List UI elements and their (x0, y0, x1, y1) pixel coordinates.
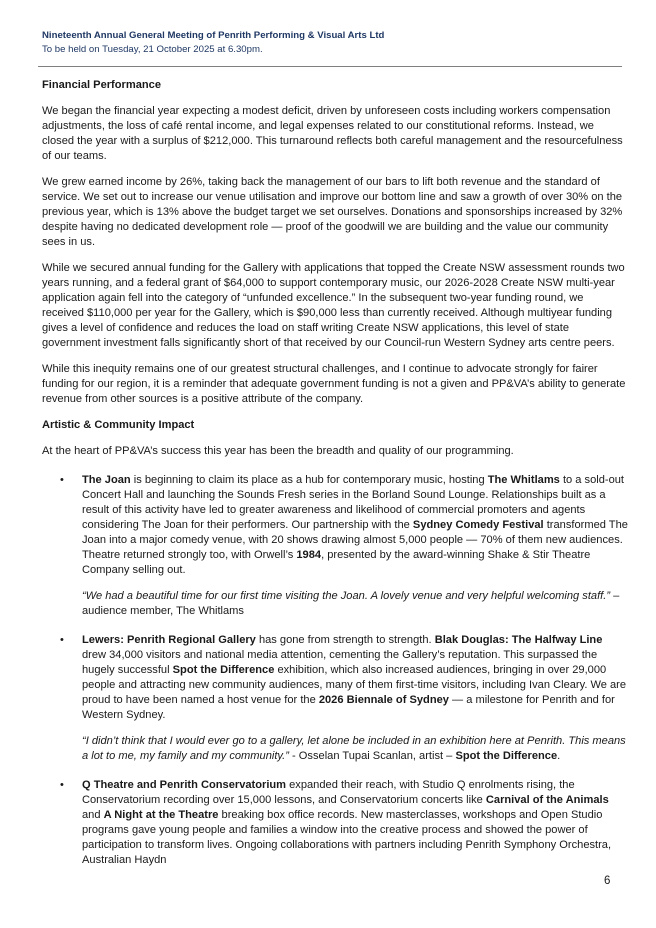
bullet-icon: • (60, 634, 64, 646)
paragraph: At the heart of PP&VA’s success this year has been the breadth and quality of our programming. (42, 445, 514, 457)
program-list (42, 473, 628, 868)
meeting-title: Nineteenth Annual General Meeting of Penrith Performing & Visual Arts Ltd (42, 30, 385, 41)
page-body (42, 78, 628, 868)
page-number: 6 (604, 875, 611, 887)
list-item (42, 633, 628, 778)
paragraph: While this inequity remains one of our greatest structural challenges, and I continue to advocate strongly for fairer funding for our region, it is a reminder that adequate government funding is not a given and PP&VA’s ability to generate revenue from other sources is a positive attribute of the company. (42, 363, 626, 405)
header-divider (38, 66, 622, 67)
list-item-text: The Joan is beginning to claim its place as a hub for contemporary music, hosting The Whitlams to a sold-out Concert Hall and launching the Sounds Fresh series in the Borland Sound Lounge. Relationships built as a result of this activity have led to greater awareness and likelihood of commercial promoters and agents considering The Joan for their performers. Our partnership with the Sydney Comedy Festival transformed The Joan into a major comedy venue, with 20 shows drawing almost 5,000 people — 70% of them new audiences. Theatre returned strongly too, with Orwell’s 1984, presented by the award-winning Shake & Stir Theatre Company selling out. (82, 474, 628, 576)
bullet-icon: • (60, 474, 64, 486)
list-item-text: Lewers: Penrith Regional Gallery has gone from strength to strength. Blak Douglas: The Halfway Line drew 34,000 visitors and national media attention, cementing the Gallery’s reputation. This surpassed the hugely successful Spot the Difference exhibition, which also increased audiences, bringing in over 29,000 people and attracting new community audiences, many of them first-time visitors, including Ivan Cleary. We are proud to have been named a host venue for the 2026 Biennale of Sydney — a milestone for Penrith and for Western Sydney. (82, 634, 627, 721)
list-item-text: Q Theatre and Penrith Conservatorium expanded their reach, with Studio Q enrolments rising, the Conservatorium recording over 15,000 lessons, and Conservatorium concerts like Carnival of the Animals and A Night at the Theatre breaking box office records. New masterclasses, workshops and Open Studio programs gave young people and families a window into the creative process and showed the power of participation to transform lives. Ongoing collaborations with partners including Penrith Symphony Orchestra, Australian Haydn (82, 779, 612, 866)
paragraph: We grew earned income by 26%, taking back the management of our bars to lift both revenue and the standard of service. We set out to increase our venue utilisation and improve our bottom line and saw a growth of over 30% on the previous year, which is 13% above the budget target we set ourselves. Donations and sponsorships increased by 32% despite having no dedicated development role — proof of the goodwill we are building and the value our community sees in us. (42, 176, 623, 248)
bullet-icon: • (60, 779, 64, 791)
list-item (42, 473, 628, 633)
testimonial-quote: “We had a beautiful time for our first time visiting the Joan. A lovely venue and very helpful welcoming staff.” – audience member, The Whitlams (82, 590, 620, 617)
meeting-date: To be held on Tuesday, 21 October 2025 at 6.30pm. (42, 44, 263, 55)
document-header (42, 29, 622, 57)
list-item (42, 778, 628, 868)
section-heading-artistic: Artistic & Community Impact (42, 419, 195, 431)
section-heading-financial: Financial Performance (42, 79, 161, 91)
testimonial-quote: “I didn’t think that I would ever go to a gallery, let alone be included in an exhibition here at Penrith. This means a lot to me, my family and my community.” - Osselan Tupai Scanlan, artist – Spot the Difference. (82, 735, 626, 762)
paragraph: While we secured annual funding for the Gallery with applications that topped the Create NSW assessment rounds two years running, and a federal grant of $64,000 to support contemporary music, our 2026-2028 Create NSW multi-year application again fell into the category of “unfunded excellence.” In the subsequent two-year funding round, we received $110,000 per year for the Gallery, which is $90,000 less than currently received. Although multiyear funding gives a level of confidence and reduces the load on staff writing Create NSW applications, this level of state government investment falls significantly short of that received by our Council-run Western Sydney arts centre peers. (42, 262, 625, 349)
paragraph: We began the financial year expecting a modest deficit, driven by unforeseen costs including workers compensation adjustments, the loss of café rental income, and legal expenses related to our constitutional reforms. Instead, we closed the year with a surplus of $212,000. This turnaround reflects both careful management and the resourcefulness of our teams. (42, 105, 623, 162)
